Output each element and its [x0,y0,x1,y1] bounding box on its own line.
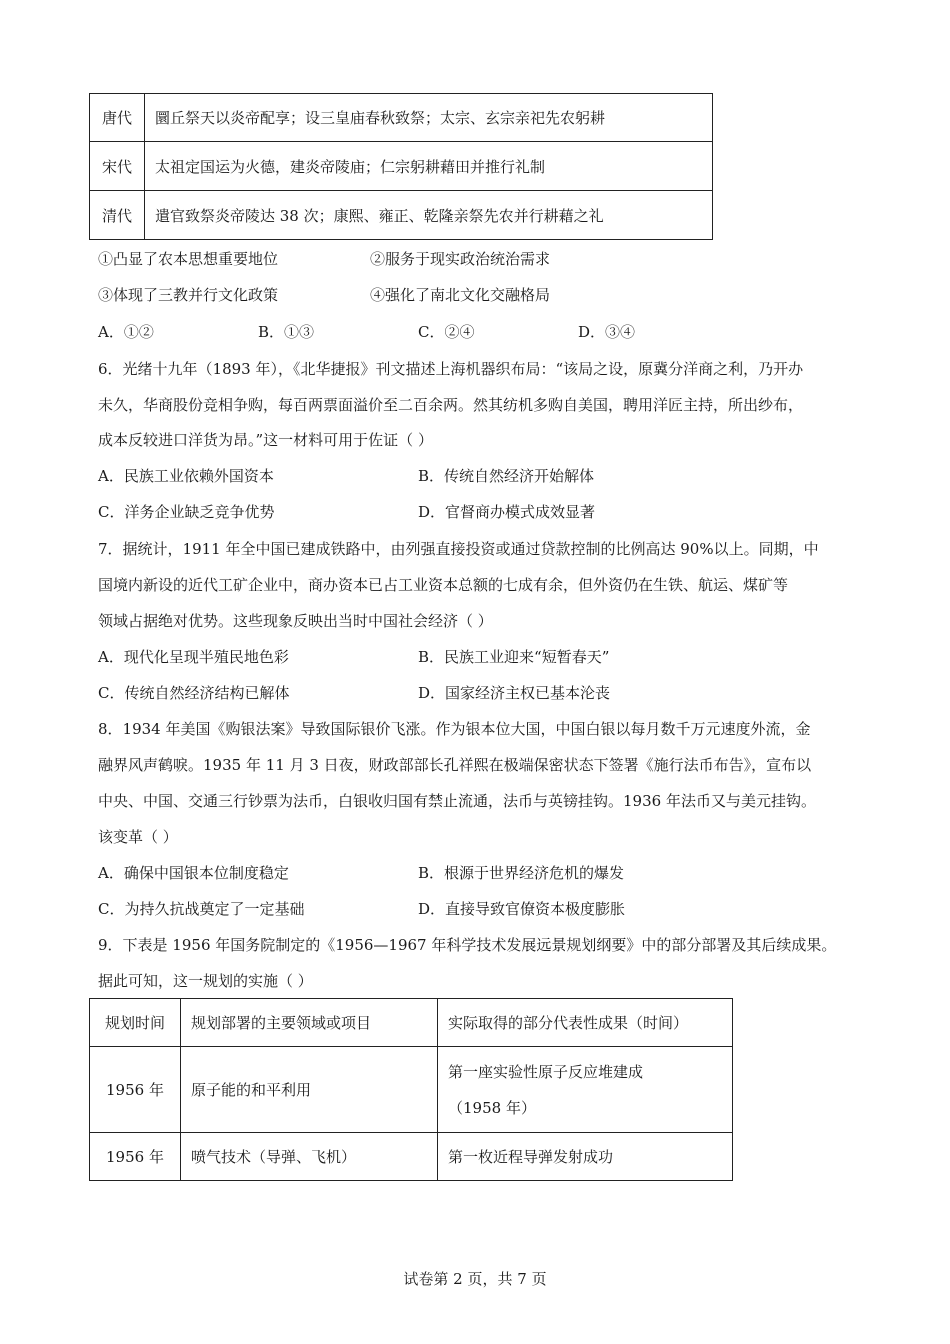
q5-option-a: A．①② [98,323,154,341]
table-cell-era: 宋代 [90,142,145,191]
q6-line-3: 成本反较进口洋货为昂。”这一材料可用于佐证（ ） [98,431,433,449]
table-cell-time: 1956 年 [90,1133,181,1181]
q7-line-1: 7．据统计，1911 年全中国已建成铁路中，由列强直接投资或通过贷款控制的比例高达 90%以上。同期，中 [98,540,819,558]
q8-option-d: D．直接导致官僚资本极度膨胀 [418,900,626,918]
q6-line-1: 6．光绪十九年（1893 年），《北华捷报》刊文描述上海机器织布局：“该局之设，原冀分洋商之利，乃开办 [98,360,804,378]
q5-item-2: ②服务于现实政治统治需求 [370,250,551,268]
result-line: （1958 年） [448,1098,536,1117]
q8-option-a: A．确保中国银本位制度稳定 [98,864,289,882]
plan-table [89,998,733,1181]
q8-line-1: 8．1934 年美国《购银法案》导致国际银价飞涨。作为银本位大国，中国白银以每月数千万元速度外流，金 [98,720,811,738]
result-line: 第一座实验性原子反应堆建成 [448,1062,644,1081]
table-cell-content: 遣官致祭炎帝陵达 38 次；康熙、雍正、乾隆亲祭先农并行耕藉之礼 [145,191,713,240]
table-cell-field: 原子能的和平利用 [181,1047,438,1133]
q7-option-c: C．传统自然经济结构已解体 [98,684,290,702]
q6-option-a: A．民族工业依赖外国资本 [98,467,274,485]
table-cell-content: 圜丘祭天以炎帝配享；设三皇庙春秋致祭；太宗、玄宗亲祀先农躬耕 [145,94,713,142]
q8-option-b: B．根源于世界经济危机的爆发 [418,864,625,882]
q5-item-3: ③体现了三教并行文化政策 [98,286,279,304]
table-cell-content: 太祖定国运为火德，建炎帝陵庙；仁宗躬耕藉田并推行礼制 [145,142,713,191]
page-footer: 试卷第 2 页，共 7 页 [403,1270,547,1288]
q8-line-4: 该变革（ ） [98,828,178,846]
q7-option-a: A．现代化呈现半殖民地色彩 [98,648,289,666]
q5-option-b: B．①③ [258,323,315,341]
table-header: 规划时间 [90,999,181,1047]
table-cell-result: 第一枚近程导弹发射成功 [438,1133,733,1181]
q5-option-c: C．②④ [418,323,475,341]
q6-option-d: D．官督商办模式成效显著 [418,503,596,521]
dynasty-table [89,93,713,240]
q7-option-d: D．国家经济主权已基本沦丧 [418,684,611,702]
q5-item-4: ④强化了南北文化交融格局 [370,286,551,304]
q7-line-3: 领域占据绝对优势。这些现象反映出当时中国社会经济（ ） [98,612,493,630]
q8-line-2: 融界风声鹤唳。1935 年 11 月 3 日夜，财政部部长孔祥熙在极端保密状态下签署《施行法币布告》，宣布以 [98,756,812,774]
table-cell-time: 1956 年 [90,1047,181,1133]
q8-option-c: C．为持久抗战奠定了一定基础 [98,900,305,918]
table-cell-era: 清代 [90,191,145,240]
table-cell-era: 唐代 [90,94,145,142]
table-header: 实际取得的部分代表性成果（时间） [438,999,733,1047]
q6-option-b: B．传统自然经济开始解体 [418,467,595,485]
q5-item-1: ①凸显了农本思想重要地位 [98,250,279,268]
q6-line-2: 未久，华商股份竞相争购，每百两票面溢价至二百余两。然其纺机多购自美国，聘用洋匠主持，所出纱布， [98,396,804,414]
table-cell-result [438,1047,733,1133]
q7-option-b: B．民族工业迎来“短暂春天” [418,648,610,666]
q9-line-2: 据此可知，这一规划的实施（ ） [98,972,313,990]
q6-option-c: C．洋务企业缺乏竞争优势 [98,503,275,521]
table-header: 规划部署的主要领域或项目 [181,999,438,1047]
table-cell-field: 喷气技术（导弹、飞机） [181,1133,438,1181]
q5-option-d: D．③④ [578,323,636,341]
q7-line-2: 国境内新设的近代工矿企业中，商办资本已占工业资本总额的七成有余，但外资仍在生铁、航运、煤矿等 [98,576,789,594]
q8-line-3: 中央、中国、交通三行钞票为法币，白银收归国有禁止流通，法币与英镑挂钩。1936 年法币又与美元挂钩。 [98,792,816,810]
q9-line-1: 9．下表是 1956 年国务院制定的《1956—1967 年科学技术发展远景规划纲要》中的部分部署及其后续成果。 [98,936,837,954]
